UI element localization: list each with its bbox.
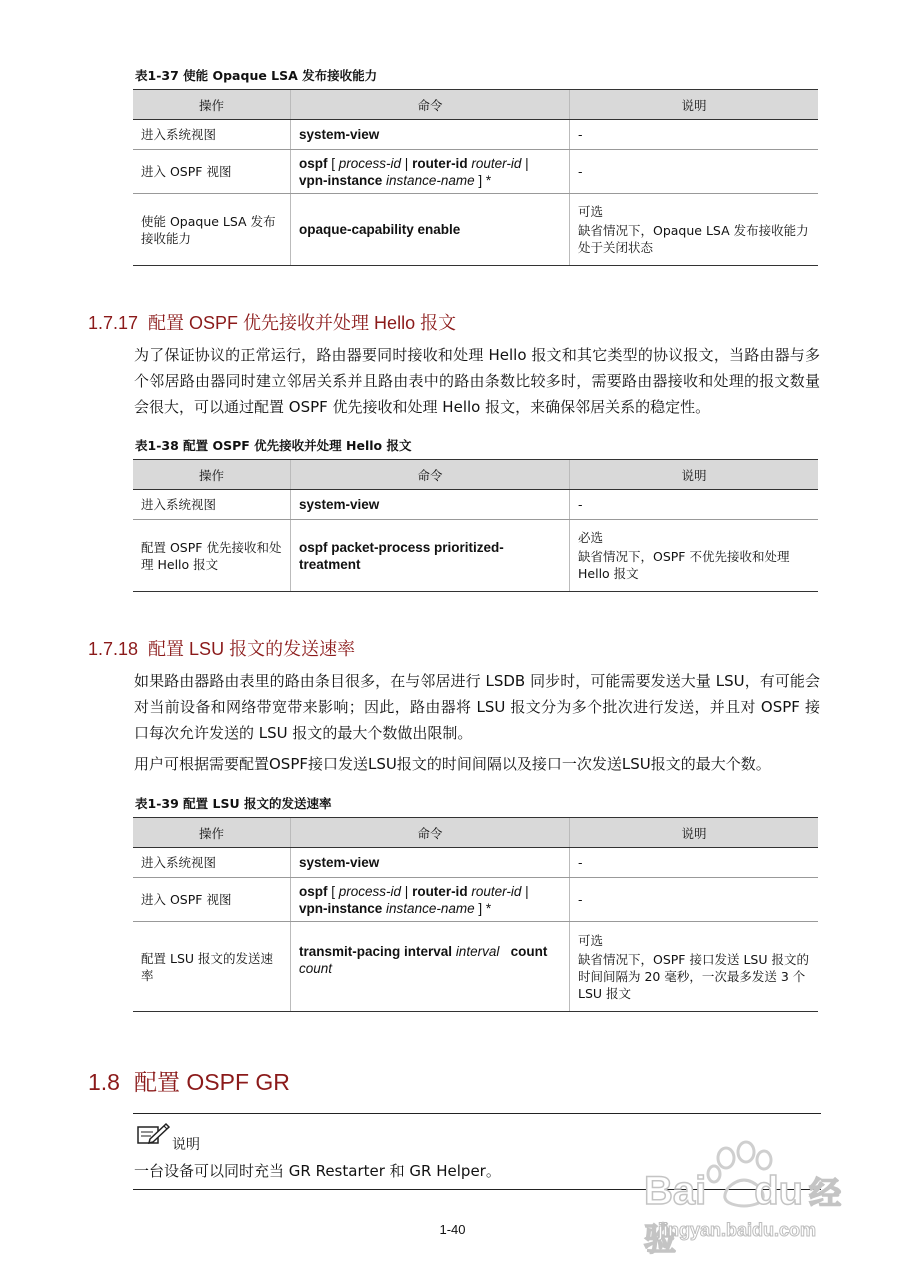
table-row xyxy=(133,120,818,150)
cmd-param: router-id xyxy=(471,155,522,171)
table-row xyxy=(133,922,818,1012)
header-operation: 操作 xyxy=(133,818,291,848)
table-37-caption: 表1-37 使能 Opaque LSA 发布接收能力 xyxy=(135,68,378,83)
cmd-cell xyxy=(291,878,570,922)
section-heading-1718 xyxy=(88,635,355,661)
cmd-cell xyxy=(291,922,570,1012)
section-number: 1.7.18 xyxy=(88,639,139,659)
cmd-cell xyxy=(291,120,570,150)
cmd-keyword: system-view xyxy=(299,127,380,142)
section-title: 配置 OSPF 优先接收并处理 Hello 报文 xyxy=(148,313,457,333)
header-description: 说明 xyxy=(570,460,819,490)
table-37 xyxy=(133,89,818,266)
paragraph: 如果路由器路由表里的路由条目很多，在与邻居进行 LSDB 同步时，可能需要发送大量 LSU，有可能会对当前设备和网络带宽带来影响；因此，路由器将 LSU 报文分为多个批次进行发送，并且对 OSPF 接口每次允许发送的 LSU 报文的最大个数做出限制。 xyxy=(134,672,820,742)
table-38-caption: 表1-38 配置 OSPF 优先接收并处理 Hello 报文 xyxy=(135,438,412,453)
section-title: 配置 OSPF GR xyxy=(133,1069,290,1095)
header-command: 命令 xyxy=(291,460,570,490)
cmd-cell xyxy=(291,848,570,878)
cmd-keyword: router-id xyxy=(412,155,468,171)
paragraph: 为了保证协议的正常运行，路由器要同时接收和处理 Hello 报文和其它类型的协议报文，当路由器与多个邻居路由器同时建立邻居关系并且路由表中的路由条数比较多时，需要路由器接收和处理的报文数量会很大，可以通过配置 OSPF 优先接收和处理 Hello 报文，来确保邻居关系的稳定性。 xyxy=(134,346,820,416)
cmd-keyword: system-view xyxy=(299,497,380,512)
cmd-param: instance-name xyxy=(386,172,475,188)
cmd-param: process-id xyxy=(338,883,402,899)
desc-tag: 必选 xyxy=(578,530,604,545)
cmd-param: process-id xyxy=(338,155,402,171)
note-pencil-icon xyxy=(136,1121,170,1147)
op-cell: 配置 OSPF 优先接收和处理 Hello 报文 xyxy=(133,520,291,592)
cmd-keyword: transmit-pacing interval xyxy=(299,943,453,959)
note-text: 一台设备可以同时充当 GR Restarter 和 GR Helper。 xyxy=(134,1162,501,1180)
cmd-keyword: ospf xyxy=(299,883,328,899)
table-header-row xyxy=(133,460,818,490)
op-cell: 使能 Opaque LSA 发布接收能力 xyxy=(133,194,291,266)
table-row xyxy=(133,490,818,520)
desc-tag: 可选 xyxy=(578,932,604,948)
cmd-text: ] * xyxy=(474,900,492,916)
cmd-keyword: vpn-instance xyxy=(299,172,383,188)
paragraph: 用户可根据需要配置OSPF接口发送LSU报文的时间间隔以及接口一次发送LSU报文的最大个数。 xyxy=(134,755,771,773)
desc-text: 缺省情况下，OSPF 接口发送 LSU 报文的时间间隔为 20 毫秒，一次最多发送 3 个 LSU 报文 xyxy=(578,951,809,1001)
header-operation: 操作 xyxy=(133,90,291,120)
cmd-param: router-id xyxy=(471,883,522,899)
table-39-caption: 表1-39 配置 LSU 报文的发送速率 xyxy=(135,796,332,811)
cmd-keyword: ospf xyxy=(299,155,328,171)
cmd-cell xyxy=(291,490,570,520)
section-heading-1717 xyxy=(88,309,456,335)
table-38 xyxy=(133,459,818,592)
table-row xyxy=(133,194,818,266)
desc-text: 缺省情况下，OSPF 不优先接收和处理 Hello 报文 xyxy=(578,549,790,581)
watermark-brand xyxy=(644,1168,866,1260)
desc-cell: - xyxy=(570,878,819,922)
cmd-param: interval xyxy=(455,943,500,959)
cmd-text: | xyxy=(521,155,529,171)
desc-text: 缺省情况下，Opaque LSA 发布接收能力处于关闭状态 xyxy=(578,223,809,255)
table-39 xyxy=(133,817,818,1012)
table-row xyxy=(133,520,818,592)
cmd-text: [ xyxy=(327,883,339,899)
desc-cell: - xyxy=(570,490,819,520)
cmd-keyword: opaque-capability enable xyxy=(299,222,461,237)
note-title: 说明 xyxy=(172,1137,200,1153)
header-operation: 操作 xyxy=(133,460,291,490)
table-header-row xyxy=(133,90,818,120)
op-cell: 进入系统视图 xyxy=(133,848,291,878)
page-number: 1-40 xyxy=(439,1222,466,1237)
desc-tag: 可选 xyxy=(578,204,604,219)
header-command: 命令 xyxy=(291,90,570,120)
desc-cell xyxy=(570,520,819,592)
cmd-keyword: system-view xyxy=(299,855,380,870)
header-description: 说明 xyxy=(570,90,819,120)
cmd-keyword: vpn-instance xyxy=(299,900,383,916)
cmd-cell xyxy=(291,150,570,194)
op-cell: 配置 LSU 报文的发送速率 xyxy=(133,922,291,1012)
desc-cell: - xyxy=(570,120,819,150)
watermark-brand-part: du xyxy=(754,1169,804,1213)
section-title: 配置 LSU 报文的发送速率 xyxy=(148,639,356,659)
table-header-row xyxy=(133,818,818,848)
section-number: 1.8 xyxy=(88,1069,120,1095)
cmd-keyword: count xyxy=(510,943,548,959)
cmd-keyword: router-id xyxy=(412,883,468,899)
desc-cell: - xyxy=(570,848,819,878)
header-command: 命令 xyxy=(291,818,570,848)
cmd-text: | xyxy=(401,883,413,899)
cmd-text: | xyxy=(521,883,529,899)
watermark-sub: 经验 xyxy=(644,1175,842,1257)
cmd-param: count xyxy=(299,960,333,976)
section-number: 1.7.17 xyxy=(88,313,139,333)
watermark-brand-part: Bai xyxy=(644,1169,707,1213)
header-description: 说明 xyxy=(570,818,819,848)
cmd-cell xyxy=(291,194,570,266)
desc-cell xyxy=(570,922,819,1012)
op-cell: 进入 OSPF 视图 xyxy=(133,150,291,194)
table-row xyxy=(133,878,818,922)
table-row xyxy=(133,848,818,878)
table-row xyxy=(133,150,818,194)
cmd-keyword: ospf packet-process prioritized-treatment xyxy=(299,539,504,572)
op-cell: 进入系统视图 xyxy=(133,120,291,150)
watermark-url: jingyan.baidu.com xyxy=(658,1220,817,1240)
cmd-text: [ xyxy=(327,155,339,171)
op-cell: 进入 OSPF 视图 xyxy=(133,878,291,922)
cmd-text: | xyxy=(401,155,413,171)
cmd-cell xyxy=(291,520,570,592)
desc-cell xyxy=(570,194,819,266)
section-heading-18 xyxy=(88,1064,290,1097)
op-cell: 进入系统视图 xyxy=(133,490,291,520)
note-top-rule xyxy=(133,1113,821,1114)
desc-cell: - xyxy=(570,150,819,194)
cmd-param: instance-name xyxy=(386,900,475,916)
cmd-text: ] * xyxy=(474,172,492,188)
